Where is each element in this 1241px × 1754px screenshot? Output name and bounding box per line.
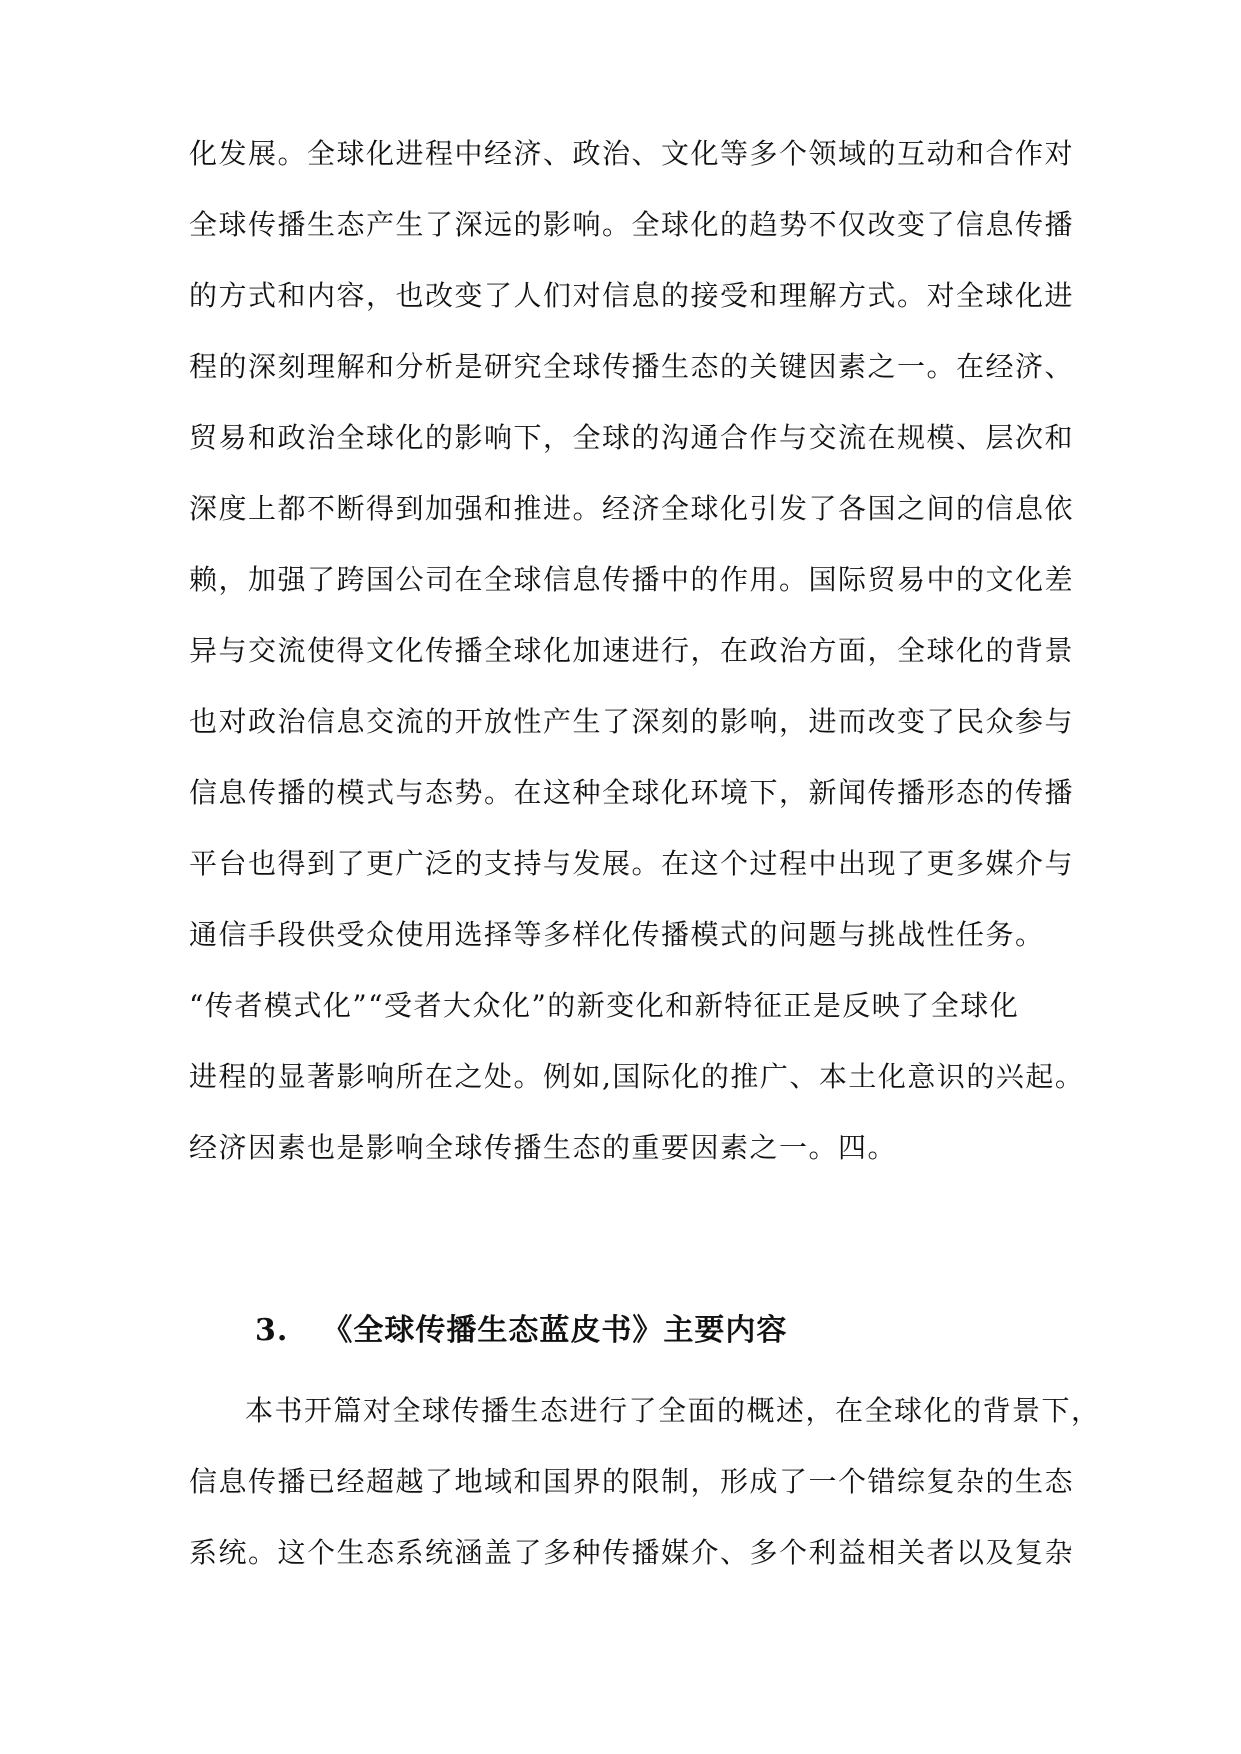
paragraph-1-line: 全球传播生态产生了深远的影响。全球化的趋势不仅改变了信息传播 [189,208,1075,241]
paragraph-1-line: 平台也得到了更广泛的支持与发展。在这个过程中出现了更多媒介与 [189,847,1075,880]
paragraph-1-line: 化发展。全球化进程中经济、政治、文化等多个领域的互动和合作对 [189,137,1075,170]
paragraph-1-line: 贸易和政治全球化的影响下，全球的沟通合作与交流在规模、层次和 [189,421,1075,454]
paragraph-2-line: 本书开篇对全球传播生态进行了全面的概述，在全球化的背景下， [245,1394,1101,1427]
paragraph-1-line: 信息传播的模式与态势。在这种全球化环境下，新闻传播形态的传播 [189,776,1075,809]
paragraph-1-line: 也对政治信息交流的开放性产生了深刻的影响，进而改变了民众参与 [189,705,1075,738]
paragraph-2-line: 信息传播已经超越了地域和国界的限制，形成了一个错综复杂的生态 [189,1465,1075,1498]
section-title: 《全球传播生态蓝皮书》主要内容 [322,1313,788,1348]
paragraph-1-line: 赖，加强了跨国公司在全球信息传播中的作用。国际贸易中的文化差 [189,563,1075,596]
paragraph-1-line: 经济因素也是影响全球传播生态的重要因素之一。四。 [189,1131,898,1164]
paragraph-1-line: “传者模式化”“受者大众化”的新变化和新特征正是反映了全球化 [189,989,1020,1022]
paragraph-2-line: 系统。这个生态系统涵盖了多种传播媒介、多个利益相关者以及复杂 [189,1536,1075,1569]
paragraph-1-line: 异与交流使得文化传播全球化加速进行，在政治方面，全球化的背景 [189,634,1075,667]
paragraph-1-line: 的方式和内容，也改变了人们对信息的接受和理解方式。对全球化进 [189,279,1075,312]
section-number: 3. [255,1313,289,1348]
paragraph-1-line: 通信手段供受众使用选择等多样化传播模式的问题与挑战性任务。 [189,918,1045,951]
paragraph-1-line: 程的深刻理解和分析是研究全球传播生态的关键因素之一。在经济、 [189,350,1075,383]
paragraph-1-line: 深度上都不断得到加强和推进。经济全球化引发了各国之间的信息依 [189,492,1075,525]
paragraph-1-line: 进程的显著影响所在之处。例如,国际化的推广、本土化意识的兴起。 [189,1060,1085,1093]
section-heading [255,1311,787,1351]
